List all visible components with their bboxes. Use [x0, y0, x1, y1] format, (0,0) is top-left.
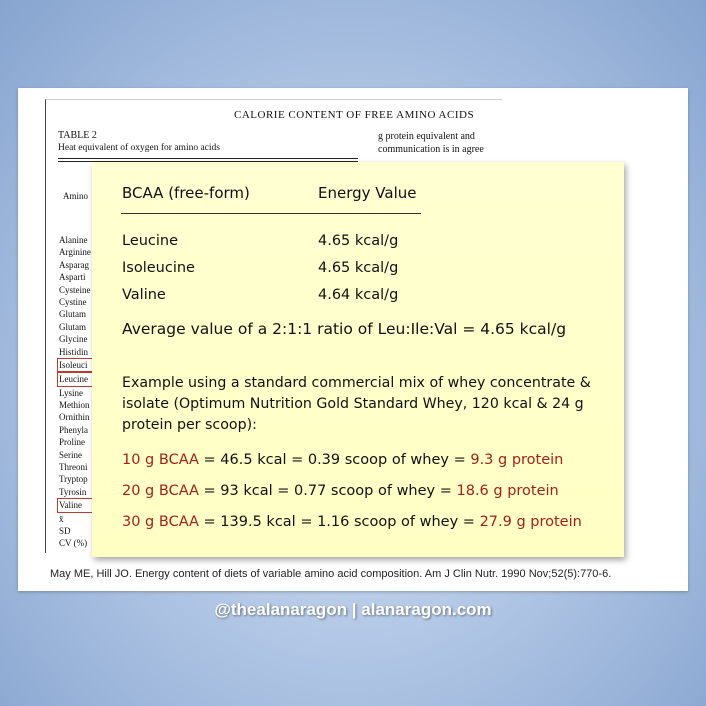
- protein-equivalent: 18.6 g protein: [456, 483, 559, 499]
- calculation-middle: = 46.5 kcal = 0.39 scoop of whey =: [198, 452, 471, 468]
- table-row: Tryptop: [59, 474, 88, 485]
- bcaa-name: Isoleucine: [122, 260, 195, 276]
- calculation-row: [122, 483, 559, 499]
- bcaa-amount: 10 g BCAA: [122, 452, 199, 468]
- table-row: CV (%): [59, 538, 88, 549]
- table-row-highlighted: Valine: [57, 498, 118, 512]
- bcaa-amount: 30 g BCAA: [122, 514, 199, 530]
- table-label: TABLE 2: [58, 130, 97, 141]
- table-row-highlighted: Leucine: [57, 372, 118, 386]
- table-caption: Heat equivalent of oxygen for amino acids: [58, 143, 220, 153]
- paper-right-text: communication is in agree: [378, 144, 484, 155]
- average-ratio-value: Average value of a 2:1:1 ratio of Leu:Ile:Val = 4.65 kcal/g: [122, 320, 567, 338]
- table-row: Lysine: [59, 387, 83, 398]
- header-bcaa: BCAA (free-form): [122, 184, 250, 202]
- table-row-highlighted: Isoleuci: [57, 358, 118, 372]
- bcaa-name: Leucine: [122, 233, 179, 249]
- table-row: Cystine: [59, 296, 87, 307]
- table-row: Phenyla: [59, 424, 88, 435]
- table-row: Glycine: [59, 334, 88, 345]
- author-handle: @thealanaragon | alanaragon.com: [214, 600, 492, 619]
- table-row: Asparti: [59, 272, 86, 283]
- table-row: Alanine: [59, 235, 88, 245]
- table-row: Asparag: [59, 259, 89, 270]
- table-row: Cysteine: [59, 284, 91, 295]
- table-row: Threoni: [59, 462, 88, 473]
- header-energy-value: Energy Value: [318, 184, 417, 202]
- table-row: Tyrosin: [59, 486, 87, 497]
- table-row: Histidin: [59, 346, 89, 357]
- bcaa-amount: 20 g BCAA: [122, 483, 199, 499]
- table-rule: [58, 158, 358, 159]
- table-row: Arginine: [59, 247, 91, 258]
- protein-equivalent: 9.3 g protein: [470, 452, 564, 468]
- calculation-row: [122, 452, 563, 468]
- calculation-middle: = 93 kcal = 0.77 scoop of whey =: [198, 483, 457, 499]
- bcaa-energy-value: 4.65 kcal/g: [318, 233, 399, 249]
- table-row: Proline: [59, 437, 85, 448]
- table-row: x̄: [59, 513, 64, 524]
- bcaa-name: Valine: [122, 287, 166, 303]
- table-row: SD: [59, 525, 71, 536]
- table-row: Methion: [59, 400, 90, 411]
- table-row: Glutam: [59, 309, 86, 320]
- table-row: Serine: [59, 449, 82, 460]
- calculation-row: [122, 514, 582, 530]
- table-row: Glutam: [59, 321, 86, 332]
- table-row: Ornithin: [59, 412, 90, 423]
- citation: May ME, Hill JO. Energy content of diets of variable amino acid composition. Am J Clin Nutr. 1990 Nov;52(5):770-6.: [50, 568, 612, 580]
- bcaa-energy-value: 4.65 kcal/g: [318, 260, 399, 276]
- calculation-middle: = 139.5 kcal = 1.16 scoop of whey =: [198, 514, 480, 530]
- bcaa-energy-value: 4.64 kcal/g: [318, 287, 399, 303]
- paper-title: CALORIE CONTENT OF FREE AMINO ACIDS: [234, 109, 475, 121]
- example-description: Example using a standard commercial mix of whey concentrate & isolate (Optimum Nutrition Gold Standard Whey, 120 kcal & 24 g protein per scoop):: [122, 375, 591, 433]
- paper-right-text: g protein equivalent and: [378, 131, 475, 142]
- header-rule: [121, 213, 421, 214]
- protein-equivalent: 27.9 g protein: [479, 514, 582, 530]
- bcaa-summary-note: [92, 162, 624, 557]
- table-column-header: Amino: [63, 191, 89, 201]
